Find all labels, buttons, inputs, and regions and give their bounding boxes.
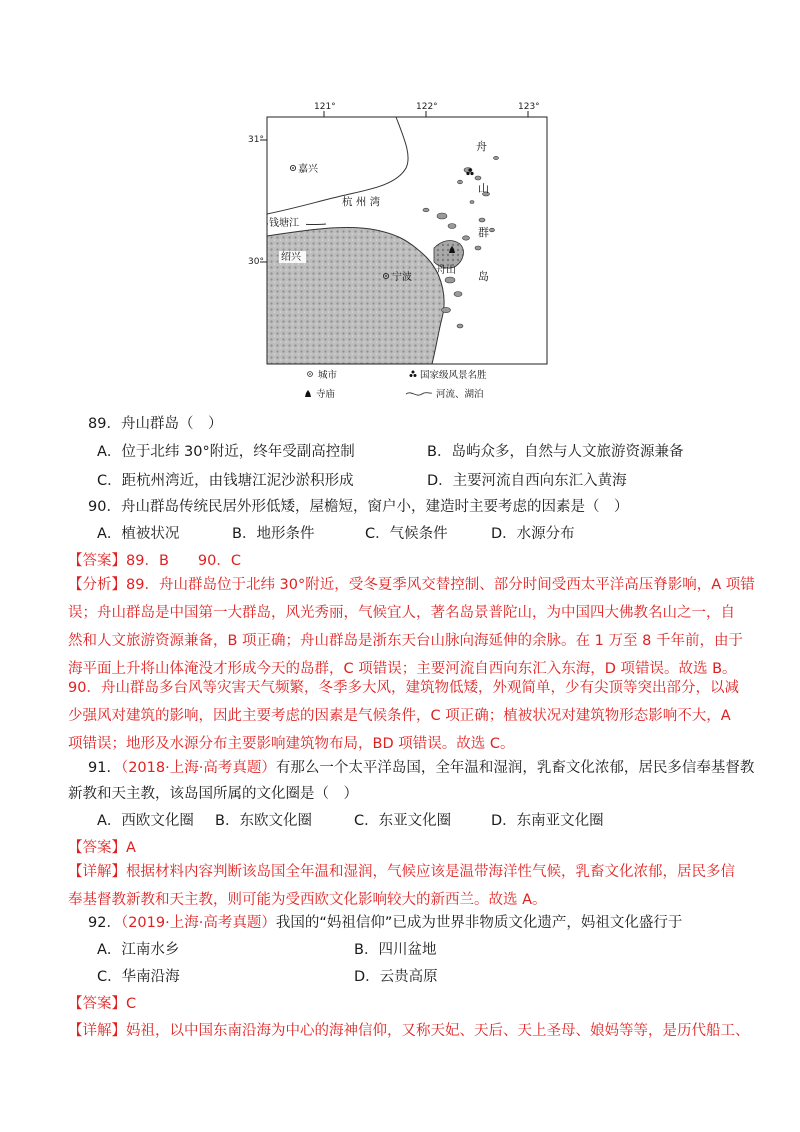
q92-stem [88,913,682,933]
q91-answer: 【答案】A [68,840,136,856]
q90-option-b: B．地形条件 [232,526,315,542]
analysis-89-line: 误；舟山群岛是中国第一大群岛，风光秀丽，气候宜人，著名岛景普陀山，为中国四大佛教名山之一，自 [68,605,735,621]
q91-stem-line1 [88,758,754,778]
q92-answer: 【答案】C [68,996,137,1012]
archipelago-char-4: 岛 [478,270,489,283]
q90-option-a: A．植被状况 [97,526,180,542]
q90-option-c: C．气候条件 [365,526,448,542]
analysis-90-line: 90．舟山群岛多台风等灾害天气频繁，冬季多大风，建筑物低矮，外观简单，少有尖顶等突出部分，以减 [68,680,739,696]
place-shaoxing: 绍兴 [281,252,301,263]
q92-detail: 【详解】妈祖，以中国东南沿海为中心的海神信仰，又称天妃、天后、天上圣母、娘妈等等，是历代船工、 [68,1023,750,1039]
q90-stem: 90．舟山群岛传统民居外形低矮，屋檐短，窗户小，建造时主要考虑的因素是（ ） [88,499,629,515]
q89-option-c: C．距杭州湾近，由钱塘江泥沙淤积形成 [97,473,354,489]
analysis-89 [68,571,755,683]
legend-temple-icon [305,390,311,397]
lon-label-122: 122° [416,102,438,112]
place-jiaxing: 嘉兴 [298,164,318,175]
lon-label-123: 123° [518,102,540,112]
lat-label-30: 30° [248,257,264,267]
legend-scenic: 国家级风景名胜 [420,370,487,381]
south-land [267,228,444,364]
lon-label-121: 121° [314,102,336,112]
place-hangzhou-bay: 杭 州 湾 [342,196,381,208]
q91-detail [68,858,738,914]
q91-option-d: D．东南亚文化圈 [491,813,604,829]
q92-option-a: A．江南水乡 [97,942,180,958]
zhoushan-island [434,241,463,269]
archipelago-char-1: 舟 [476,140,487,153]
analysis-90-line: 少强风对建筑的影响，因此主要考虑的因素是气候条件，C 项正确；植被状况对建筑物形态影响不大，A [68,708,731,724]
q91-stem-text: 有那么一个太平洋岛国，全年温和湿润，乳畜文化浓郁，居民多信奉基督教 [275,760,755,776]
q91-detail-line: 奉基督教新教和天主教，则可能为受西欧文化影响较大的新西兰。故选 A。 [68,892,547,908]
q92-stem-text: 我国的“妈祖信仰”已成为世界非物质文化遗产，妈祖文化盛行于 [275,915,683,931]
lat-label-31: 31° [248,135,264,145]
q89-option-d: D．主要河流自西向东汇入黄海 [427,473,627,489]
q92-number: 92． [88,915,121,931]
analysis-89-line: 海平面上升将山体淹没才形成今天的岛群，C 项错误；主要河流自西向东汇入东海，D 项错误。故选 B。 [68,661,737,677]
north-shore-land [267,117,408,214]
legend-scenic-icon [410,371,417,378]
q92-option-c: C．华南沿海 [97,969,180,985]
analysis-90-line: 项错误；地形及水源分布主要影响建筑物布局，BD 项错误。故选 C。 [68,736,515,752]
legend-river: 河流、湖泊 [436,389,484,400]
q91-option-b: B．东欧文化圈 [215,813,312,829]
q91-number: 91． [88,760,121,776]
q89-stem: 89．舟山群岛（ ） [88,416,223,432]
legend-temple: 寺庙 [316,389,336,400]
q92-option-b: B．四川盆地 [354,942,437,958]
legend-river-icon [406,393,432,396]
q91-detail-line: 【详解】根据材料内容判断该岛国全年温和湿润，气候应该是温带海洋性气候，乳畜文化浓郁，居民多信 [68,864,735,880]
legend-city: 城市 [318,370,338,381]
zhoushan-map [246,98,556,408]
answer-89-90: 【答案】89．B 90．C [68,553,241,569]
q91-option-c: C．东亚文化圈 [354,813,452,829]
place-ningbo: 宁波 [392,272,412,283]
place-qiantangjiang: 钱塘江 [269,218,299,229]
analysis-89-line: 然和人文旅游资源兼备，B 项正确；舟山群岛是浙东天台山脉向海延伸的余脉。在 1 万至 8 千年前，由于 [68,633,743,649]
q92-source: （2019·上海·高考真题） [120,915,276,931]
analysis-89-line: 【分析】89．舟山群岛位于北纬 30°附近，受冬夏季风交替控制、部分时间受西太平洋高压脊影响，A 项错 [68,577,755,593]
map-legend [305,369,487,400]
q92-option-d: D．云贵高原 [354,969,438,985]
q89-option-b: B．岛屿众多，自然与人文旅游资源兼备 [427,444,684,460]
archipelago-char-2: 山 [478,182,489,195]
analysis-90 [68,674,738,758]
place-zhoushan: 舟山 [436,265,456,276]
q89-option-a: A．位于北纬 30°附近，终年受副高控制 [97,444,355,460]
q91-option-a: A．西欧文化圈 [97,813,194,829]
q91-stem-line2: 新教和天主教，该岛国所属的文化圈是（ ） [68,786,358,802]
q90-option-d: D．水源分布 [491,526,575,542]
archipelago-char-3: 群 [478,226,489,239]
q91-source: （2018·上海·高考真题） [120,760,276,776]
